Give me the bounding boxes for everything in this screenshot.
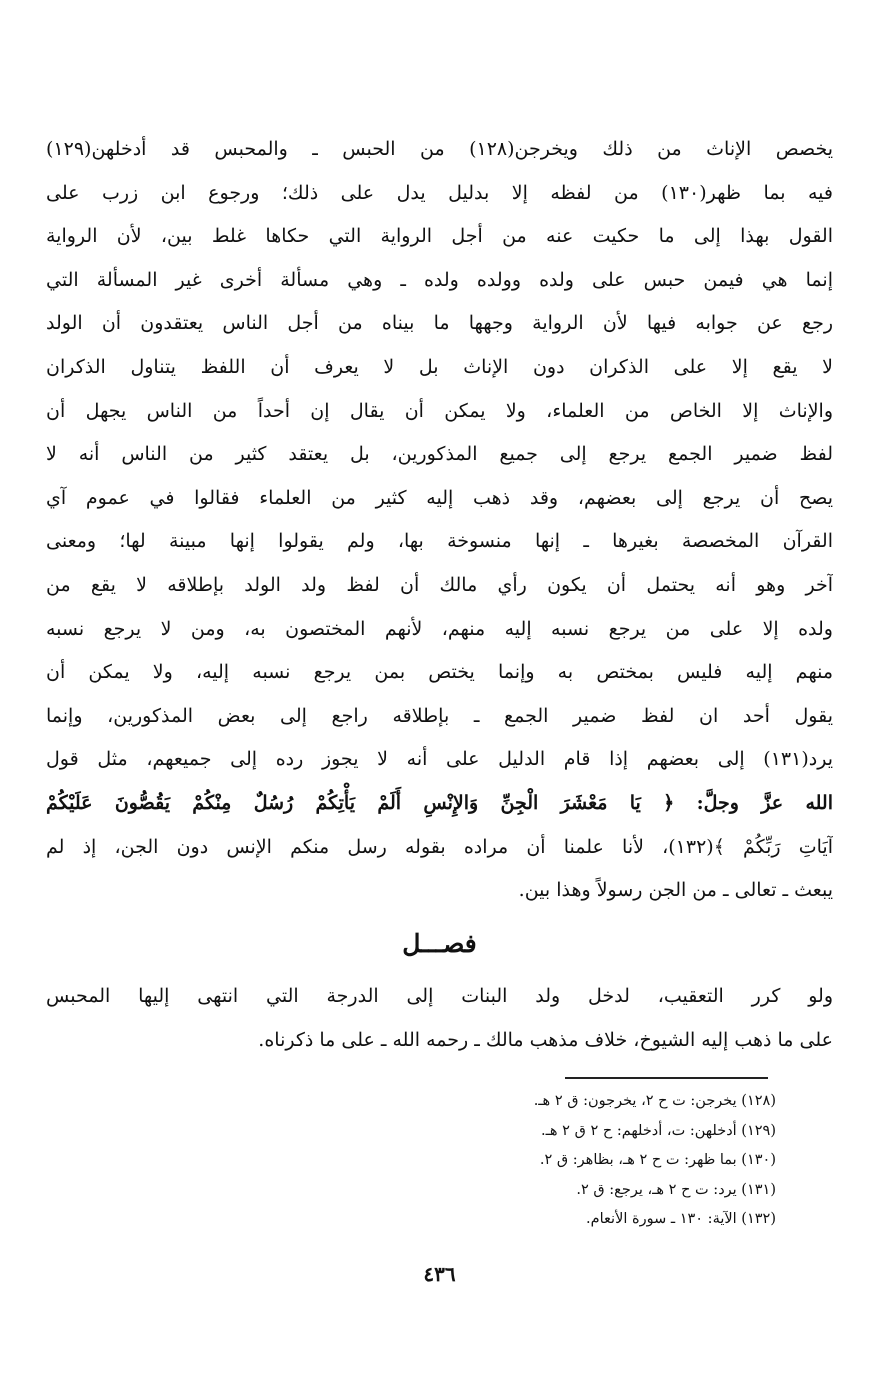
text-line: يقول أحد ان لفظ ضمير الجمع ـ بإطلاقه راجع إلى بعض المذكورين، وإنما [46, 704, 833, 727]
footnote-separator [565, 1077, 768, 1079]
footnote: (١٢٩) أدخلهن: ت، أدخلهم: ح ٢ ق ٢ هـ. [541, 1122, 776, 1139]
text-line: إنما هي فيمن حبس على ولده وولده ولده ـ وهي مسألة أخرى غير المسألة التي [46, 268, 833, 291]
text-line: رجع عن جوابه فيها لأن الرواية وجهها ما بيناه من أجل الناس يعتقدون أن الولد [46, 312, 833, 335]
footnotes [46, 1087, 776, 1235]
text-line: يصح أن يرجع إلى بعضهم، وقد ذهب إليه كثير من العلماء فقالوا في عموم آي [46, 486, 833, 509]
text-line: يخصص الإناث من ذلك ويخرجن(١٢٨) من الحبس ـ والمحبس قد أدخلهن(١٢٩) [46, 138, 833, 160]
footnote: (١٣٠) بما ظهر: ت ح ٢ هـ، بظاهر: ق ٢. [539, 1152, 776, 1168]
page-number: ٤٣٦ [423, 1262, 456, 1286]
text-line: والإناث إلا الخاص من العلماء، ولا يمكن أن يقال إن أحداً من الناس يجهل أن [46, 399, 833, 422]
text-line: لا يقع إلا على الذكران دون الإناث بل لا يعرف أن اللفظ يتناول الذكران [46, 355, 833, 378]
text-line: يرد(١٣١) إلى بعضهم إذا قام الدليل على أنه لا يجوز رده إلى جميعهم، مثل قول [46, 748, 833, 771]
text-line: على ما ذهب إليه الشيوخ، خلاف مذهب مالك ـ رحمه الله ـ على ما ذكرناه. [258, 1029, 833, 1051]
text-line: منهم إليه فليس بمختص به وإنما يختص بمن يرجع نسبه إليه، ولا يمكن أن [46, 661, 833, 684]
text-line: آخر وهو أنه يحتمل أن يكون رأي مالك أن لفظ ولد الولد بإطلاقه لا يقع من [46, 573, 833, 596]
text-line: فيه بما ظهر(١٣٠) من لفظه إلا بدليل يدل على ذلك؛ ورجوع ابن زرب على [46, 181, 833, 204]
text-line: ولده إلا على من يرجع نسبه إليه منهم، لأنهم المختصون به، ومن لا يرجع نسبه [46, 617, 833, 640]
quran-verse-line: الله عزَّ وجلَّ: ﴿ يَا مَعْشَرَ الْجِنِّ وَالإِنْسِ أَلَمْ يَأْتِكُمْ رُسُلٌ مِنْكُمْ يَقُصُّونَ عَلَيْكُمْ [46, 791, 833, 814]
text-line: لفظ ضمير الجمع يرجع إلى جميع المذكورين، بل يعتقد كثير من الناس أنه لا [46, 443, 833, 466]
text-line: يبعث ـ تعالى ـ من الجن رسولاً وهذا بين. [518, 879, 833, 902]
text-line: القرآن المخصصة بغيرها ـ إنها منسوخة بها، ولم يقولوا إنها مبينة لها؛ ومعنى [46, 530, 833, 553]
section-heading: فصـــل [402, 929, 477, 958]
text-line: آيَاتِ رَبِّكُمْ ﴾(١٣٢)، لأنا علمنا أن مراده بقوله رسل منكم الإنس دون الجن، إذ لم [46, 835, 833, 858]
text-line: ولو كرر التعقيب، لدخل ولد البنات إلى الدرجة التي انتهى إليها المحبس [46, 985, 833, 1007]
footnote: (١٢٨) يخرجن: ت ح ٢، يخرجون: ق ٢ هـ. [533, 1093, 776, 1109]
section-paragraph [46, 974, 833, 1062]
text-line: القول بهذا إلى ما حكيت عنه من أجل الرواية التي حكاها غلط بين، لأن الرواية [46, 225, 833, 248]
footnote: (١٣١) يرد: ت ح ٢ هـ، يرجع: ق ٢. [576, 1181, 776, 1198]
main-paragraph [46, 128, 833, 913]
footnote: (١٣٢) الآية: ١٣٠ ـ سورة الأنعام. [586, 1211, 776, 1227]
